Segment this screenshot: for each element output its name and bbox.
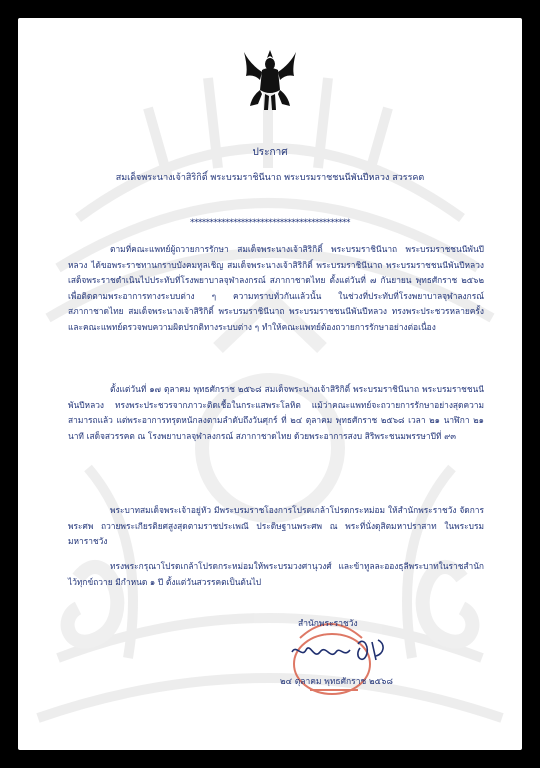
signature-block [240,608,400,698]
paragraph-3: พระบาทสมเด็จพระเจ้าอยู่หัว มีพระบรมราชโองการโปรดเกล้าโปรดกระหม่อม ให้สำนักพระราชวัง จัดการพระศพ ถวายพระเกียรติยศสูงสุดตามราชประเพณี ประดิษฐานพระศพ ณ พระที่นั่งดุสิตมหาปราสาท ในพระบรมมหาราชวัง [68,505,484,547]
paragraph-1: ตามที่คณะแพทย์ผู้ถวายการรักษา สมเด็จพระนางเจ้าสิริกิติ์ พระบรมราชินีนาถ พระบรมราชชนนีพันปีหลวง ได้ขอพระราชทานกราบบังคมทูลเชิญ สมเด็จพระนางเจ้าสิริกิติ์ พระบรมราชินีนาถ พระบรมราชชนนีพันปีหลวง เสด็จพระราชดำเนินไปประทับที่โรงพยาบาลจุฬาลงกรณ์ สภากาชาดไทย ตั้งแต่วันที่ ๗ กันยายน พุทธศักราช ๒๕๖๒ เพื่อติดตามพระอาการทางระบบต่าง ๆ ความทราบทั่วกันแล้วนั้น ในช่วงที่ประทับที่โรงพยาบาลจุฬาลงกรณ์ สภากาชาดไทย สมเด็จพระนางเจ้าสิริกิติ์ พระบรมราชินีนาถ พระบรมราชชนนีพันปีหลวง ทรงพระประชวรหลายครั้ง และคณะแพทย์ตรวจพบความผิดปรกติทางระบบต่าง ๆ ทำให้คณะแพทย์ต้องถวายการรักษาอย่างต่อเนื่อง [68,244,484,332]
announcement-title: ประกาศ [252,147,288,158]
paragraph-4: ทรงพระกรุณาโปรดเกล้าโปรดกระหม่อมให้พระบรมวงศานุวงศ์ และข้าทูลละอองธุลีพระบาทในราชสำนักไว้ทุกข์ถวาย มีกำหนด ๑ ปี ตั้งแต่วันสวรรคตเป็นต้นไป [68,561,484,587]
announcement-sheet [18,18,522,750]
separator-line: ***************************************** [190,218,350,228]
signing-office: สำนักพระราชวัง [298,619,358,629]
announcement-date: ๒๔ ตุลาคม พุทธศักราช ๒๕๖๘ [280,677,393,687]
paragraph-2: ตั้งแต่วันที่ ๑๗ ตุลาคม พุทธศักราช ๒๕๖๘ สมเด็จพระนางเจ้าสิริกิติ์ พระบรมราชินีนาถ พระบรมราชชนนีพันปีหลวง ทรงพระประชวรจากภาวะติดเชื้อในกระแสพระโลหิต แม้ว่าคณะแพทย์จะถวายการรักษาอย่างสุดความสามารถแล้ว แต่พระอาการทรุดหนักลงตามลำดับถึงวันศุกร์ ที่ ๒๔ ตุลาคม พุทธศักราช ๒๕๖๘ เวลา ๒๑ นาฬิกา ๒๑ นาที เสด็จสวรรคต ณ โรงพยาบาลจุฬาลงกรณ์ สภากาชาดไทย ด้วยพระอาการสงบ สิริพระชนมพรรษาปีที่ ๙๓ [68,384,484,441]
announcement-subtitle: สมเด็จพระนางเจ้าสิริกิติ์ พระบรมราชินีนาถ พระบรมราชชนนีพันปีหลวง สวรรคต [115,173,425,183]
garuda-emblem-icon [240,46,300,114]
